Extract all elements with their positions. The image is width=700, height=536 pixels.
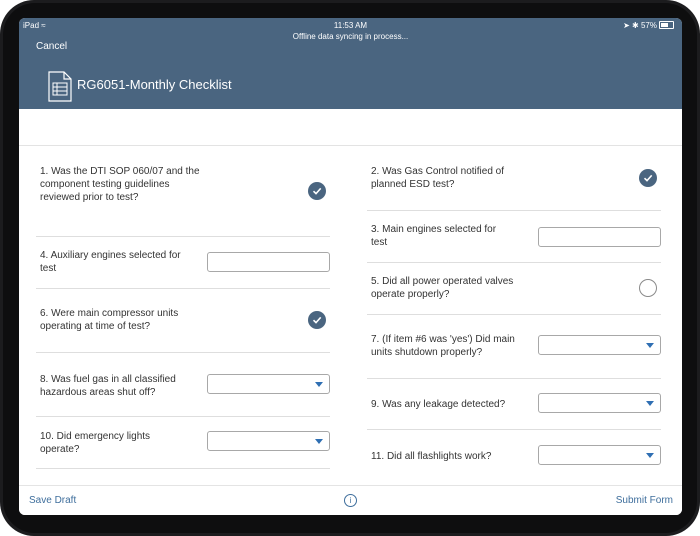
wifi-icon: ≈ — [41, 21, 46, 30]
auxiliary-engines-field[interactable] — [207, 252, 330, 272]
row-divider — [36, 468, 330, 469]
main-engines-field[interactable] — [538, 227, 661, 247]
row-divider — [367, 262, 661, 263]
form-document-icon — [48, 71, 72, 107]
chevron-down-icon — [315, 382, 323, 387]
row-divider — [36, 288, 330, 289]
row-divider — [367, 429, 661, 430]
question-6: 6. Were main compressor units operating at time of test? — [40, 308, 179, 332]
row-divider — [36, 236, 330, 237]
leakage-dropdown[interactable] — [538, 393, 661, 413]
submit-form-button[interactable]: Submit Form — [615, 495, 673, 506]
row-divider — [36, 352, 330, 353]
device-label: iPad ≈ — [23, 21, 46, 30]
question-2: 2. Was Gas Control notified of planned ESD test? — [371, 166, 505, 190]
fuel-gas-dropdown[interactable] — [207, 374, 330, 394]
bluetooth-icon: ✱ — [632, 21, 639, 30]
emergency-lights-dropdown[interactable] — [207, 431, 330, 451]
unchecked-circle-icon[interactable] — [639, 279, 657, 297]
row-divider — [367, 378, 661, 379]
question-10: 10. Did emergency lights operate? — [40, 431, 151, 455]
sync-message: Offline data syncing in process... — [292, 32, 409, 41]
status-bar — [19, 18, 682, 32]
footer-toolbar — [19, 485, 682, 515]
question-3: 3. Main engines selected for test — [371, 224, 497, 248]
chevron-down-icon — [315, 439, 323, 444]
checkmark-icon[interactable] — [308, 311, 326, 329]
app-screen — [19, 18, 682, 515]
location-icon: ➤ — [623, 21, 630, 30]
question-4: 4. Auxiliary engines selected for test — [40, 250, 181, 274]
flashlights-dropdown[interactable] — [538, 445, 661, 465]
header-bar — [19, 18, 682, 109]
row-divider — [367, 314, 661, 315]
question-1: 1. Was the DTI SOP 060/07 and the component testing guidelines reviewed prior to test? — [40, 166, 200, 203]
row-divider — [36, 416, 330, 417]
checkmark-icon[interactable] — [308, 182, 326, 200]
main-units-shutdown-dropdown[interactable] — [538, 335, 661, 355]
question-9: 9. Was any leakage detected? — [371, 399, 506, 410]
checkmark-icon[interactable] — [639, 169, 657, 187]
question-7: 7. (If item #6 was 'yes') Did main units shutdown properly? — [371, 334, 515, 358]
question-11: 11. Did all flashlights work? — [371, 451, 492, 462]
question-8: 8. Was fuel gas in all classified hazardous areas shut off? — [40, 374, 176, 398]
info-icon[interactable]: i — [344, 494, 357, 507]
top-divider — [19, 145, 682, 146]
save-draft-button[interactable]: Save Draft — [29, 495, 77, 506]
battery-percent: 57% — [640, 21, 657, 30]
question-5: 5. Did all power operated valves operate properly? — [371, 276, 514, 300]
row-divider — [367, 210, 661, 211]
chevron-down-icon — [646, 401, 654, 406]
chevron-down-icon — [646, 343, 654, 348]
cancel-button[interactable]: Cancel — [36, 41, 68, 52]
battery-icon — [659, 21, 674, 29]
status-time: 11:53 AM — [333, 21, 368, 30]
status-right — [623, 21, 674, 30]
chevron-down-icon — [646, 453, 654, 458]
form-title: RG6051-Monthly Checklist — [77, 77, 232, 92]
